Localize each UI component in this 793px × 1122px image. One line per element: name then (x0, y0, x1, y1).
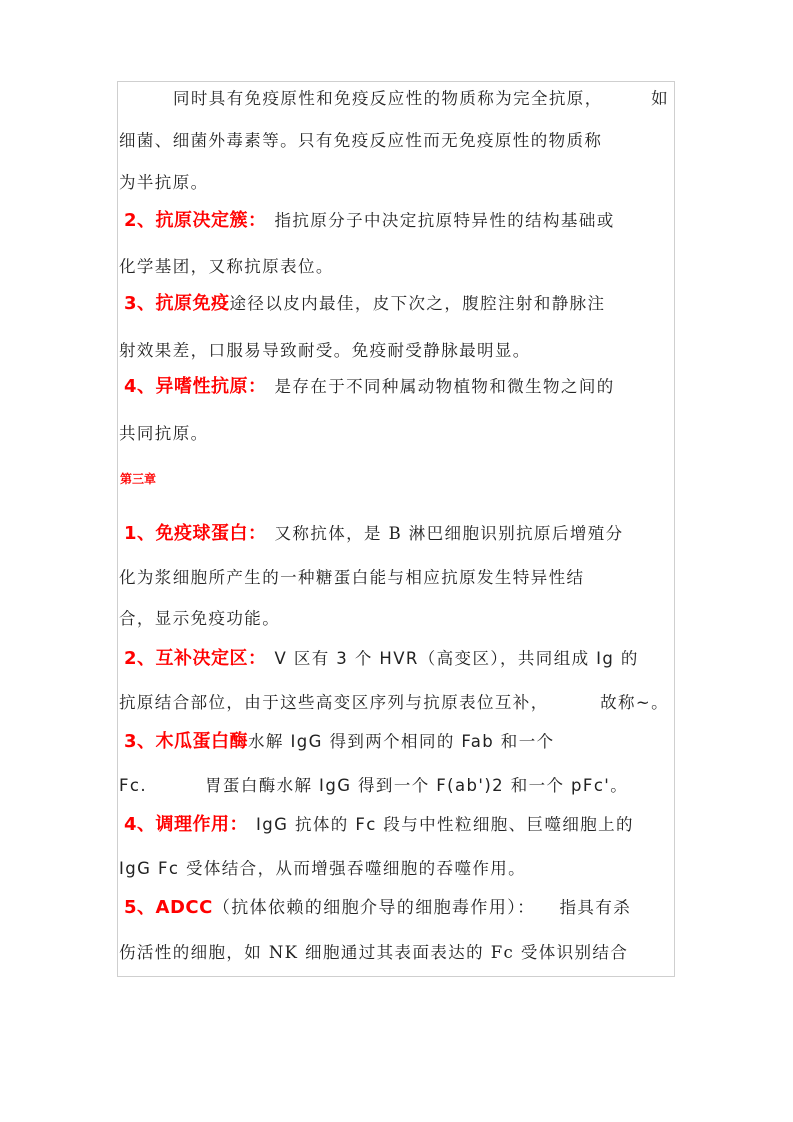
term-label: 2、互补决定区： (124, 648, 267, 669)
term-label: 3、木瓜蛋白酶 (124, 731, 249, 752)
chapter-heading: 第三章 (120, 472, 157, 486)
definition-line (119, 256, 334, 278)
paragraph-text: 为半抗原。 (119, 173, 209, 192)
definition-line (119, 608, 280, 630)
term-label: 5、ADCC (124, 897, 213, 918)
definition-text: 共同抗原。 (119, 424, 209, 443)
definition-text: 化学基团，又称抗原表位。 (119, 257, 334, 276)
term-note: （抗体依赖的细胞介导的细胞毒作用）： (212, 898, 536, 918)
definition-line (119, 567, 584, 589)
definition-text: 射效果差，口服易导致耐受。免疫耐受静脉最明显。 (119, 341, 531, 360)
paragraph-line (119, 172, 209, 194)
definition-text: 伤活性的细胞，如 NK 细胞通过其表面表达的 Fc 受体识别结合 (119, 943, 629, 962)
definition-text: 化为浆细胞所产生的一种糖蛋白能与相应抗原发生特异性结 (119, 568, 585, 587)
definition-line-tail (600, 692, 669, 714)
definition-line (119, 692, 549, 714)
definition-text: 水解 IgG 得到两个相同的 Fab 和一个 (248, 732, 555, 751)
paragraph-line (173, 88, 603, 110)
definition-text: 故称~。 (600, 693, 669, 712)
definition-line (124, 814, 634, 836)
definition-text: 又称抗体，是 B 淋巴细胞识别抗原后增殖分 (274, 524, 624, 543)
definition-text: V 区有 3 个 HVR（高变区），共同组成 Ig 的 (274, 649, 639, 668)
definition-line (124, 210, 615, 232)
definition-text: 指具有杀 (559, 898, 632, 917)
definition-line (124, 293, 605, 315)
definition-text: 途径以皮内最佳，皮下次之，腹腔注射和静脉注 (229, 294, 606, 313)
definition-line (119, 775, 628, 797)
definition-text: 是存在于不同种属动物植物和微生物之间的 (274, 377, 615, 396)
term-label: 4、异嗜性抗原： (124, 376, 267, 397)
term-label: 2、抗原决定簇： (124, 210, 267, 231)
paragraph-text: 如 (651, 89, 669, 108)
definition-text: 胃蛋白酶水解 IgG 得到一个 F(ab')2 和一个 pFc'。 (205, 776, 629, 795)
definition-line (119, 340, 531, 362)
definition-text: Fc. (119, 776, 148, 795)
definition-text: 合，显示免疫功能。 (119, 609, 281, 628)
definition-line (119, 423, 209, 445)
definition-line (124, 523, 624, 545)
definition-line (124, 897, 631, 919)
definition-text: 抗原结合部位，由于这些高变区序列与抗原表位互补， (119, 693, 549, 712)
definition-line (124, 376, 615, 398)
paragraph-line-tail (651, 88, 669, 110)
definition-line (119, 858, 526, 880)
definition-line (124, 648, 639, 670)
term-label: 3、抗原免疫 (124, 293, 230, 314)
paragraph-line (119, 130, 602, 152)
paragraph-text: 细菌、细菌外毒素等。只有免疫反应性而无免疫原性的物质称 (119, 131, 603, 150)
definition-text: 指抗原分子中决定抗原特异性的结构基础或 (274, 211, 615, 230)
term-label: 4、调理作用： (124, 814, 249, 835)
term-label: 1、免疫球蛋白： (124, 523, 267, 544)
definition-text: IgG Fc 受体结合，从而增强吞噬细胞的吞噬作用。 (119, 859, 527, 878)
definition-text: IgG 抗体的 Fc 段与中性粒细胞、巨噬细胞上的 (256, 815, 634, 834)
definition-line (119, 942, 628, 964)
definition-line (124, 731, 555, 753)
paragraph-text: 同时具有免疫原性和免疫反应性的物质称为完全抗原， (173, 89, 603, 108)
